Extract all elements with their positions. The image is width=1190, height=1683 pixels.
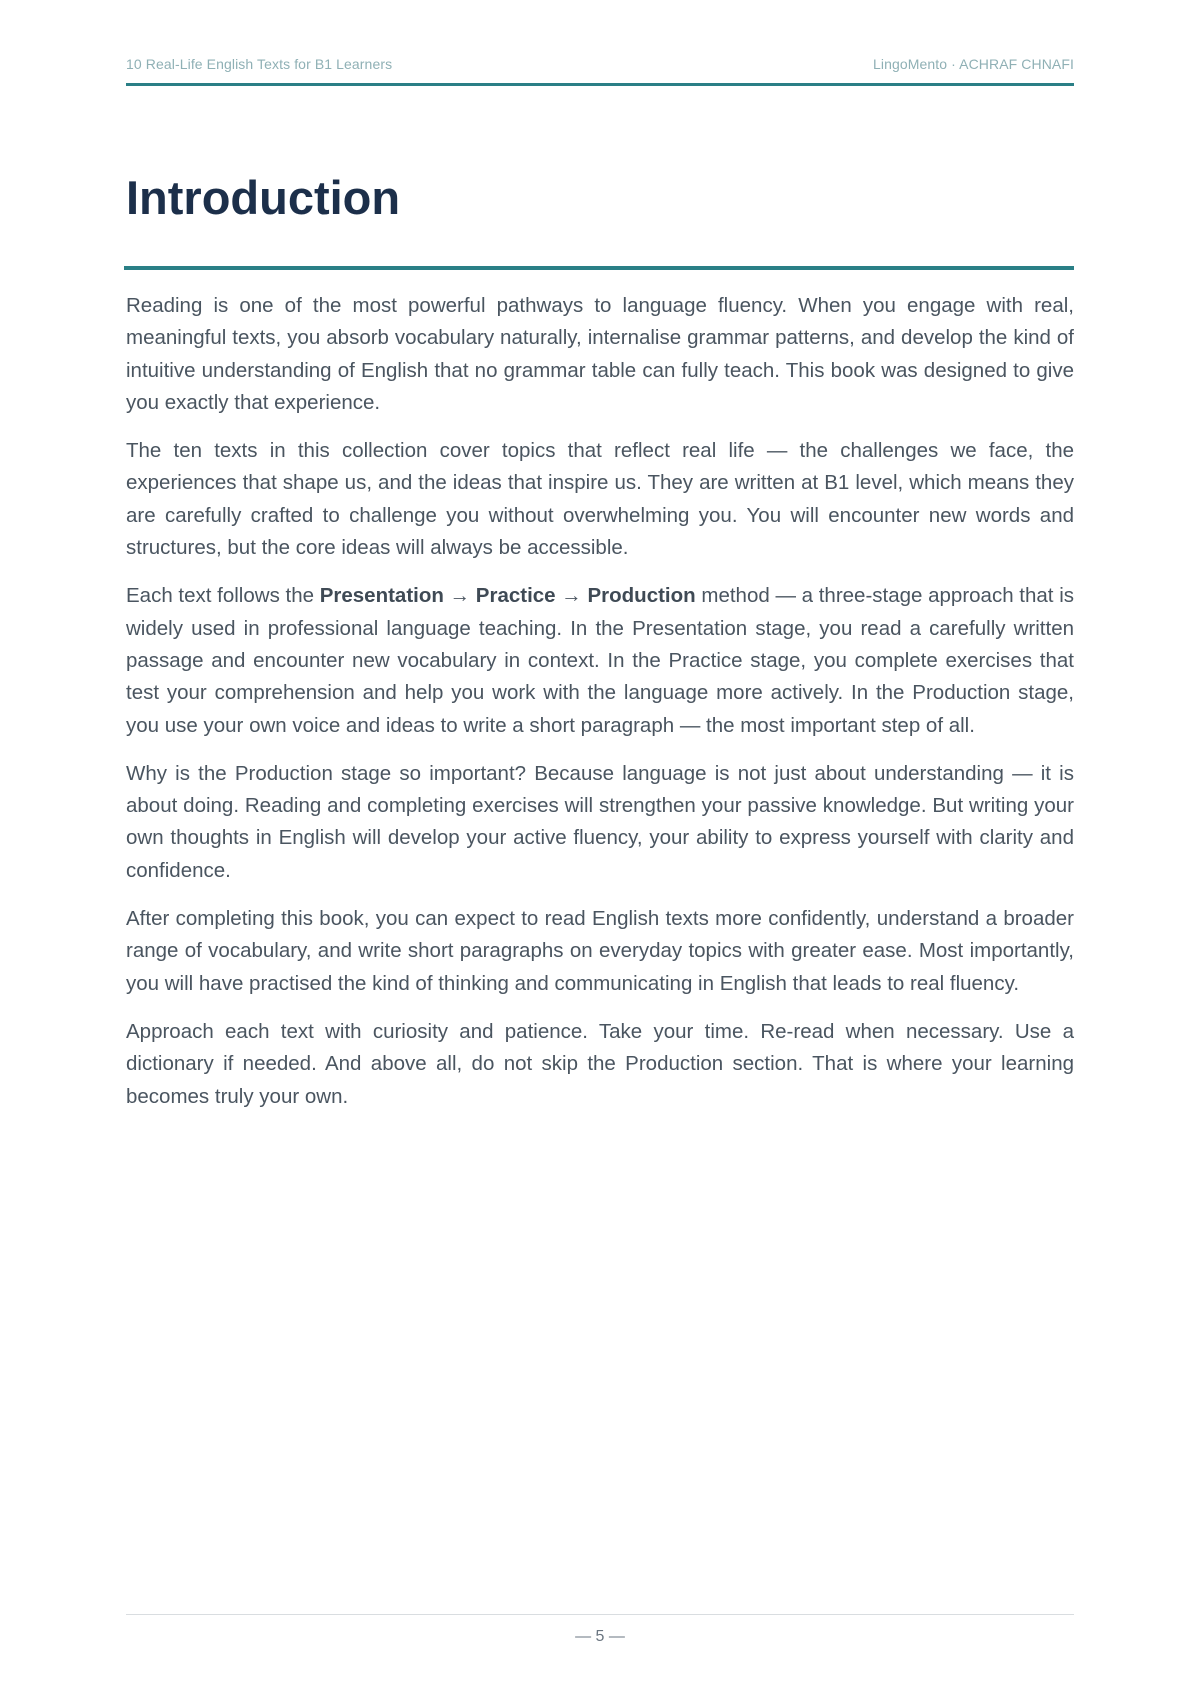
author-header: LingoMento · ACHRAF CHNAFI: [873, 56, 1074, 72]
stage-practice: Practice: [475, 584, 556, 608]
paragraph-5: After completing this book, you can expect to read English texts more confidently, understand a broader range of vocabulary, and write short paragraphs on everyday topics with greater ease. Most importantly, you will have practised the kind of thinking and communicating in English that leads to real fluency.: [126, 907, 1074, 995]
document-page: [126, 0, 1074, 1683]
stage-presentation: Presentation: [319, 584, 444, 608]
paragraph-3-rest: method — a three-stage approach that is widely used in professional language teaching. In the Presentation stage, you read a carefully written passage and encounter new vocabulary in context. In the Practice stage, you complete exercises that test your comprehension and help you work with the language more actively. In the Production stage, you use your own voice and ideas to write a short paragraph — the most important step of all.: [126, 584, 1075, 737]
title-divider: [124, 266, 1074, 270]
paragraph-2: The ten texts in this collection cover topics that reflect real life — the challenges we face, the experiences that shape us, and the ideas that inspire us. They are written at B1 level, which means they are carefully crafted to challenge you without overwhelming you. You will encounter new words and structures, but the core ideas will always be accessible.: [126, 439, 1074, 560]
running-header: [126, 56, 1074, 72]
header-divider: [126, 83, 1074, 86]
arrow-2: →: [555, 584, 588, 608]
footer-divider: [126, 1614, 1074, 1615]
paragraph-1: Reading is one of the most powerful pathways to language fluency. When you engage with real, meaningful texts, you absorb vocabulary naturally, internalise grammar patterns, and develop the kind of intuitive understanding of English that no grammar table can fully teach. This book was designed to give you exactly that experience.: [126, 294, 1074, 414]
paragraph-3: [126, 580, 1074, 741]
book-title-header: 10 Real-Life English Texts for B1 Learners: [126, 56, 393, 72]
page-number: — 5 —: [575, 1628, 625, 1645]
body-text: [126, 290, 1074, 1129]
chapter-title: Introduction: [126, 171, 401, 224]
arrow-1: →: [443, 584, 476, 608]
paragraph-3-intro: Each text follows the: [126, 584, 320, 608]
stage-production: Production: [587, 584, 696, 608]
paragraph-6: Approach each text with curiosity and patience. Take your time. Re-read when necessary. Use a dictionary if needed. And above all, do not skip the Production section. That is where your learning becomes truly your own.: [126, 1019, 1074, 1108]
paragraph-4: Why is the Production stage so important? Because language is not just about understanding — it is about doing. Reading and completing exercises will strengthen your passive knowledge. But writing your own thoughts in English will develop your active fluency, your ability to express yourself with clarity and confidence.: [126, 761, 1074, 882]
